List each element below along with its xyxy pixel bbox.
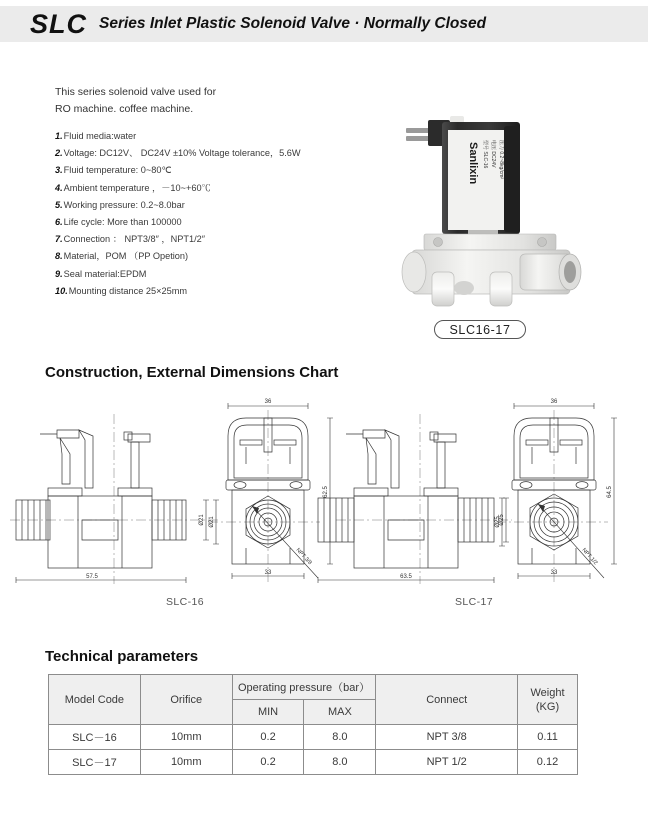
spec-number: 5. xyxy=(55,199,63,210)
product-photo xyxy=(398,112,583,307)
dim-slc16-thread: NPT 3/8 xyxy=(294,547,313,567)
spec-item xyxy=(55,180,365,197)
drawing-slc17-front xyxy=(495,399,617,582)
header-connect: Connect xyxy=(376,675,518,725)
drawing-slc16-side xyxy=(10,414,218,584)
spec-text: Working pressure: 0.2~8.0bar xyxy=(63,199,185,210)
header-weight-line2: (KG) xyxy=(535,700,560,713)
spec-item xyxy=(55,145,365,162)
header-pressure-min: MIN xyxy=(232,700,304,725)
model-label-text: SLC16-17 xyxy=(449,322,511,337)
spec-number: 6. xyxy=(55,217,63,228)
spec-text: Mounting distance 25×25mm xyxy=(68,285,188,296)
drawing-slc16-front xyxy=(208,399,333,582)
cell-pressure-max: 8.0 xyxy=(304,725,376,750)
model-label-badge xyxy=(434,320,526,339)
specification-list xyxy=(55,128,365,300)
intro-line-1: This series solenoid valve used for xyxy=(55,86,217,98)
dim-slc16-front-height: 62.5 xyxy=(323,486,329,498)
cell-model-code: SLC－17 xyxy=(49,750,141,775)
spec-item xyxy=(55,197,365,214)
dimension-drawings xyxy=(0,392,648,617)
dim-slc17-side-height: Ø25 xyxy=(499,514,505,526)
technical-parameters-table xyxy=(48,674,578,775)
header-weight-line1: Weight xyxy=(530,686,565,699)
page-title: Series Inlet Plastic Solenoid Valve · Normally Closed xyxy=(99,15,487,32)
dim-slc17-front-height: 64.5 xyxy=(607,486,613,498)
svg-text:型号 SLC-16: 型号 SLC-16 xyxy=(482,140,488,169)
header-model-code: Model Code xyxy=(49,675,141,725)
spec-text: Material，POM （PP Opetion) xyxy=(63,251,189,262)
header-weight xyxy=(518,675,578,725)
spec-item xyxy=(55,283,365,300)
spec-text: Seal material:EPDM xyxy=(63,268,147,279)
spec-number: 2. xyxy=(55,148,63,159)
svg-text:Sanlixin: Sanlixin xyxy=(467,142,479,185)
construction-heading: Construction, External Dimensions Chart xyxy=(45,364,339,381)
cell-pressure-min: 0.2 xyxy=(232,725,304,750)
cell-connect: NPT 3/8 xyxy=(376,725,518,750)
cell-weight: 0.12 xyxy=(518,750,578,775)
dim-slc16-side-height: Ø21 xyxy=(199,514,205,526)
intro-text xyxy=(55,84,355,118)
spec-text: Ambient temperature ，－10~+60℃ xyxy=(63,182,211,193)
cell-orifice: 10mm xyxy=(140,725,232,750)
header-operating-pressure: Operating pressure（bar） xyxy=(232,675,376,700)
spec-item xyxy=(55,214,365,231)
spec-number: 4. xyxy=(55,182,63,193)
spec-number: 3. xyxy=(55,165,63,176)
dim-slc17-front-base: 33 xyxy=(550,570,558,576)
spec-number: 8. xyxy=(55,251,63,262)
table-row xyxy=(49,725,578,750)
dim-slc17-side-width: 63.5 xyxy=(400,574,412,580)
header-orifice: Orifice xyxy=(140,675,232,725)
svg-text:Ø25: Ø25 xyxy=(495,516,501,528)
spec-number: 1. xyxy=(55,131,63,141)
spec-item xyxy=(55,128,365,145)
spec-number: 9. xyxy=(55,268,63,279)
dim-slc16-front-base: 33 xyxy=(264,570,272,576)
spec-text: Fluid media:water xyxy=(63,131,137,141)
spec-text: Voltage: DC12V、 DC24V ±10% Voltage tolerance，5.6W xyxy=(63,148,301,159)
spec-number: 7. xyxy=(55,234,63,245)
header-pressure-max: MAX xyxy=(304,700,376,725)
technical-heading: Technical parameters xyxy=(45,648,199,665)
spec-item xyxy=(55,162,365,179)
dim-slc16-front-width: 36 xyxy=(264,399,272,405)
cell-pressure-max: 8.0 xyxy=(304,750,376,775)
svg-text:电压 DC24V: 电压 DC24V xyxy=(490,140,496,168)
spec-text: Connection ： NPT3/8″ ，NPT1/2″ xyxy=(63,234,205,245)
cell-connect: NPT 1/2 xyxy=(376,750,518,775)
dim-slc17-front-width: 36 xyxy=(550,399,558,405)
table-row xyxy=(49,750,578,775)
svg-text:压力 0.2~8kg/cm²: 压力 0.2~8kg/cm² xyxy=(498,140,504,180)
dim-slc17-thread: NPT 1/2 xyxy=(580,547,599,567)
spec-item xyxy=(55,266,365,283)
cell-pressure-min: 0.2 xyxy=(232,750,304,775)
spec-item xyxy=(55,248,365,265)
drawing-slc17-side xyxy=(318,414,512,584)
spec-text: Life cycle: More than 100000 xyxy=(63,217,182,228)
svg-text:Ø21: Ø21 xyxy=(209,516,215,528)
drawing-caption-slc16: SLC-16 xyxy=(166,596,205,608)
page-header xyxy=(0,6,648,42)
cell-orifice: 10mm xyxy=(140,750,232,775)
brand-logo: SLC xyxy=(30,8,87,39)
spec-number: 10. xyxy=(55,285,68,296)
cell-weight: 0.11 xyxy=(518,725,578,750)
table-header-row xyxy=(49,675,578,700)
spec-item xyxy=(55,231,365,248)
dim-slc16-side-width: 57.5 xyxy=(86,574,98,580)
spec-text: Fluid temperature: 0~80℃ xyxy=(63,165,172,176)
drawing-caption-slc17: SLC-17 xyxy=(455,596,494,608)
intro-line-2: RO machine. coffee machine. xyxy=(55,103,194,115)
cell-model-code: SLC－16 xyxy=(49,725,141,750)
